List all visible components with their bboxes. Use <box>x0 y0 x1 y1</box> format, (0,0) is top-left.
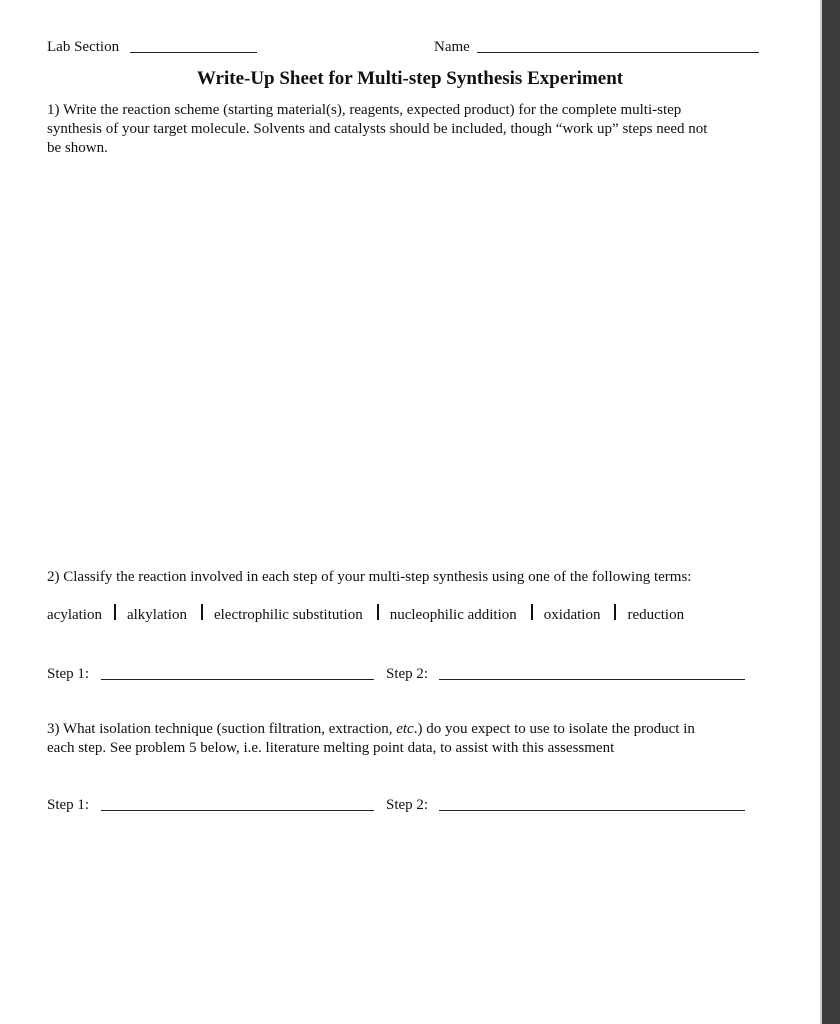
name-blank[interactable] <box>477 52 759 53</box>
term-oxidation: oxidation <box>543 607 601 623</box>
term-separator <box>114 604 116 620</box>
question-1-line-2: synthesis of your target molecule. Solvents and catalysts should be included, though “work up” steps need not <box>47 121 708 137</box>
q2-step-1-label: Step 1: <box>47 666 90 682</box>
q2-step-2-label: Step 2: <box>386 666 429 682</box>
question-1 <box>47 101 767 158</box>
term-separator <box>377 604 379 620</box>
name-label: Name <box>434 39 470 55</box>
page-title: Write-Up Sheet for Multi-step Synthesis Experiment <box>196 68 624 89</box>
question-3-line-2: each step. See problem 5 below, i.e. literature melting point data, to assist with this assessment <box>47 740 615 756</box>
q3-step-1-label: Step 1: <box>47 797 90 813</box>
term-acylation: acylation <box>47 607 102 623</box>
term-electrophilic-substitution: electrophilic substitution <box>213 607 363 623</box>
term-separator <box>201 604 203 620</box>
reaction-terms-list <box>47 604 684 626</box>
term-alkylation: alkylation <box>126 607 187 623</box>
question-3-line-1-end: .) do you expect to use to isolate the product in <box>413 721 695 737</box>
q2-step-1-blank[interactable] <box>101 679 374 680</box>
term-nucleophilic-addition: nucleophilic addition <box>389 607 517 623</box>
answer-area-question-1[interactable] <box>47 170 767 550</box>
lab-section-blank[interactable] <box>130 52 257 53</box>
q2-step-2-blank[interactable] <box>439 679 745 680</box>
question-1-line-1: 1) Write the reaction scheme (starting material(s), reagents, expected product) for the complete multi-step <box>47 102 682 118</box>
term-separator <box>614 604 616 620</box>
q3-step-2-blank[interactable] <box>439 810 745 811</box>
term-separator <box>531 604 533 620</box>
question-3 <box>47 720 767 758</box>
q3-step-1-blank[interactable] <box>101 810 374 811</box>
q3-step-2-label: Step 2: <box>386 797 429 813</box>
vertical-scrollbar[interactable] <box>820 0 840 1024</box>
question-2-prompt: 2) Classify the reaction involved in each step of your multi-step synthesis using one of the following terms: <box>47 569 692 585</box>
term-reduction: reduction <box>627 607 685 623</box>
question-1-line-3: be shown. <box>47 140 108 156</box>
lab-section-label: Lab Section <box>47 39 120 55</box>
question-3-line-1-text: 3) What isolation technique (suction filtration, extraction, <box>47 721 397 737</box>
question-3-etc: etc <box>396 721 414 737</box>
question-3-line-1 <box>47 720 767 739</box>
